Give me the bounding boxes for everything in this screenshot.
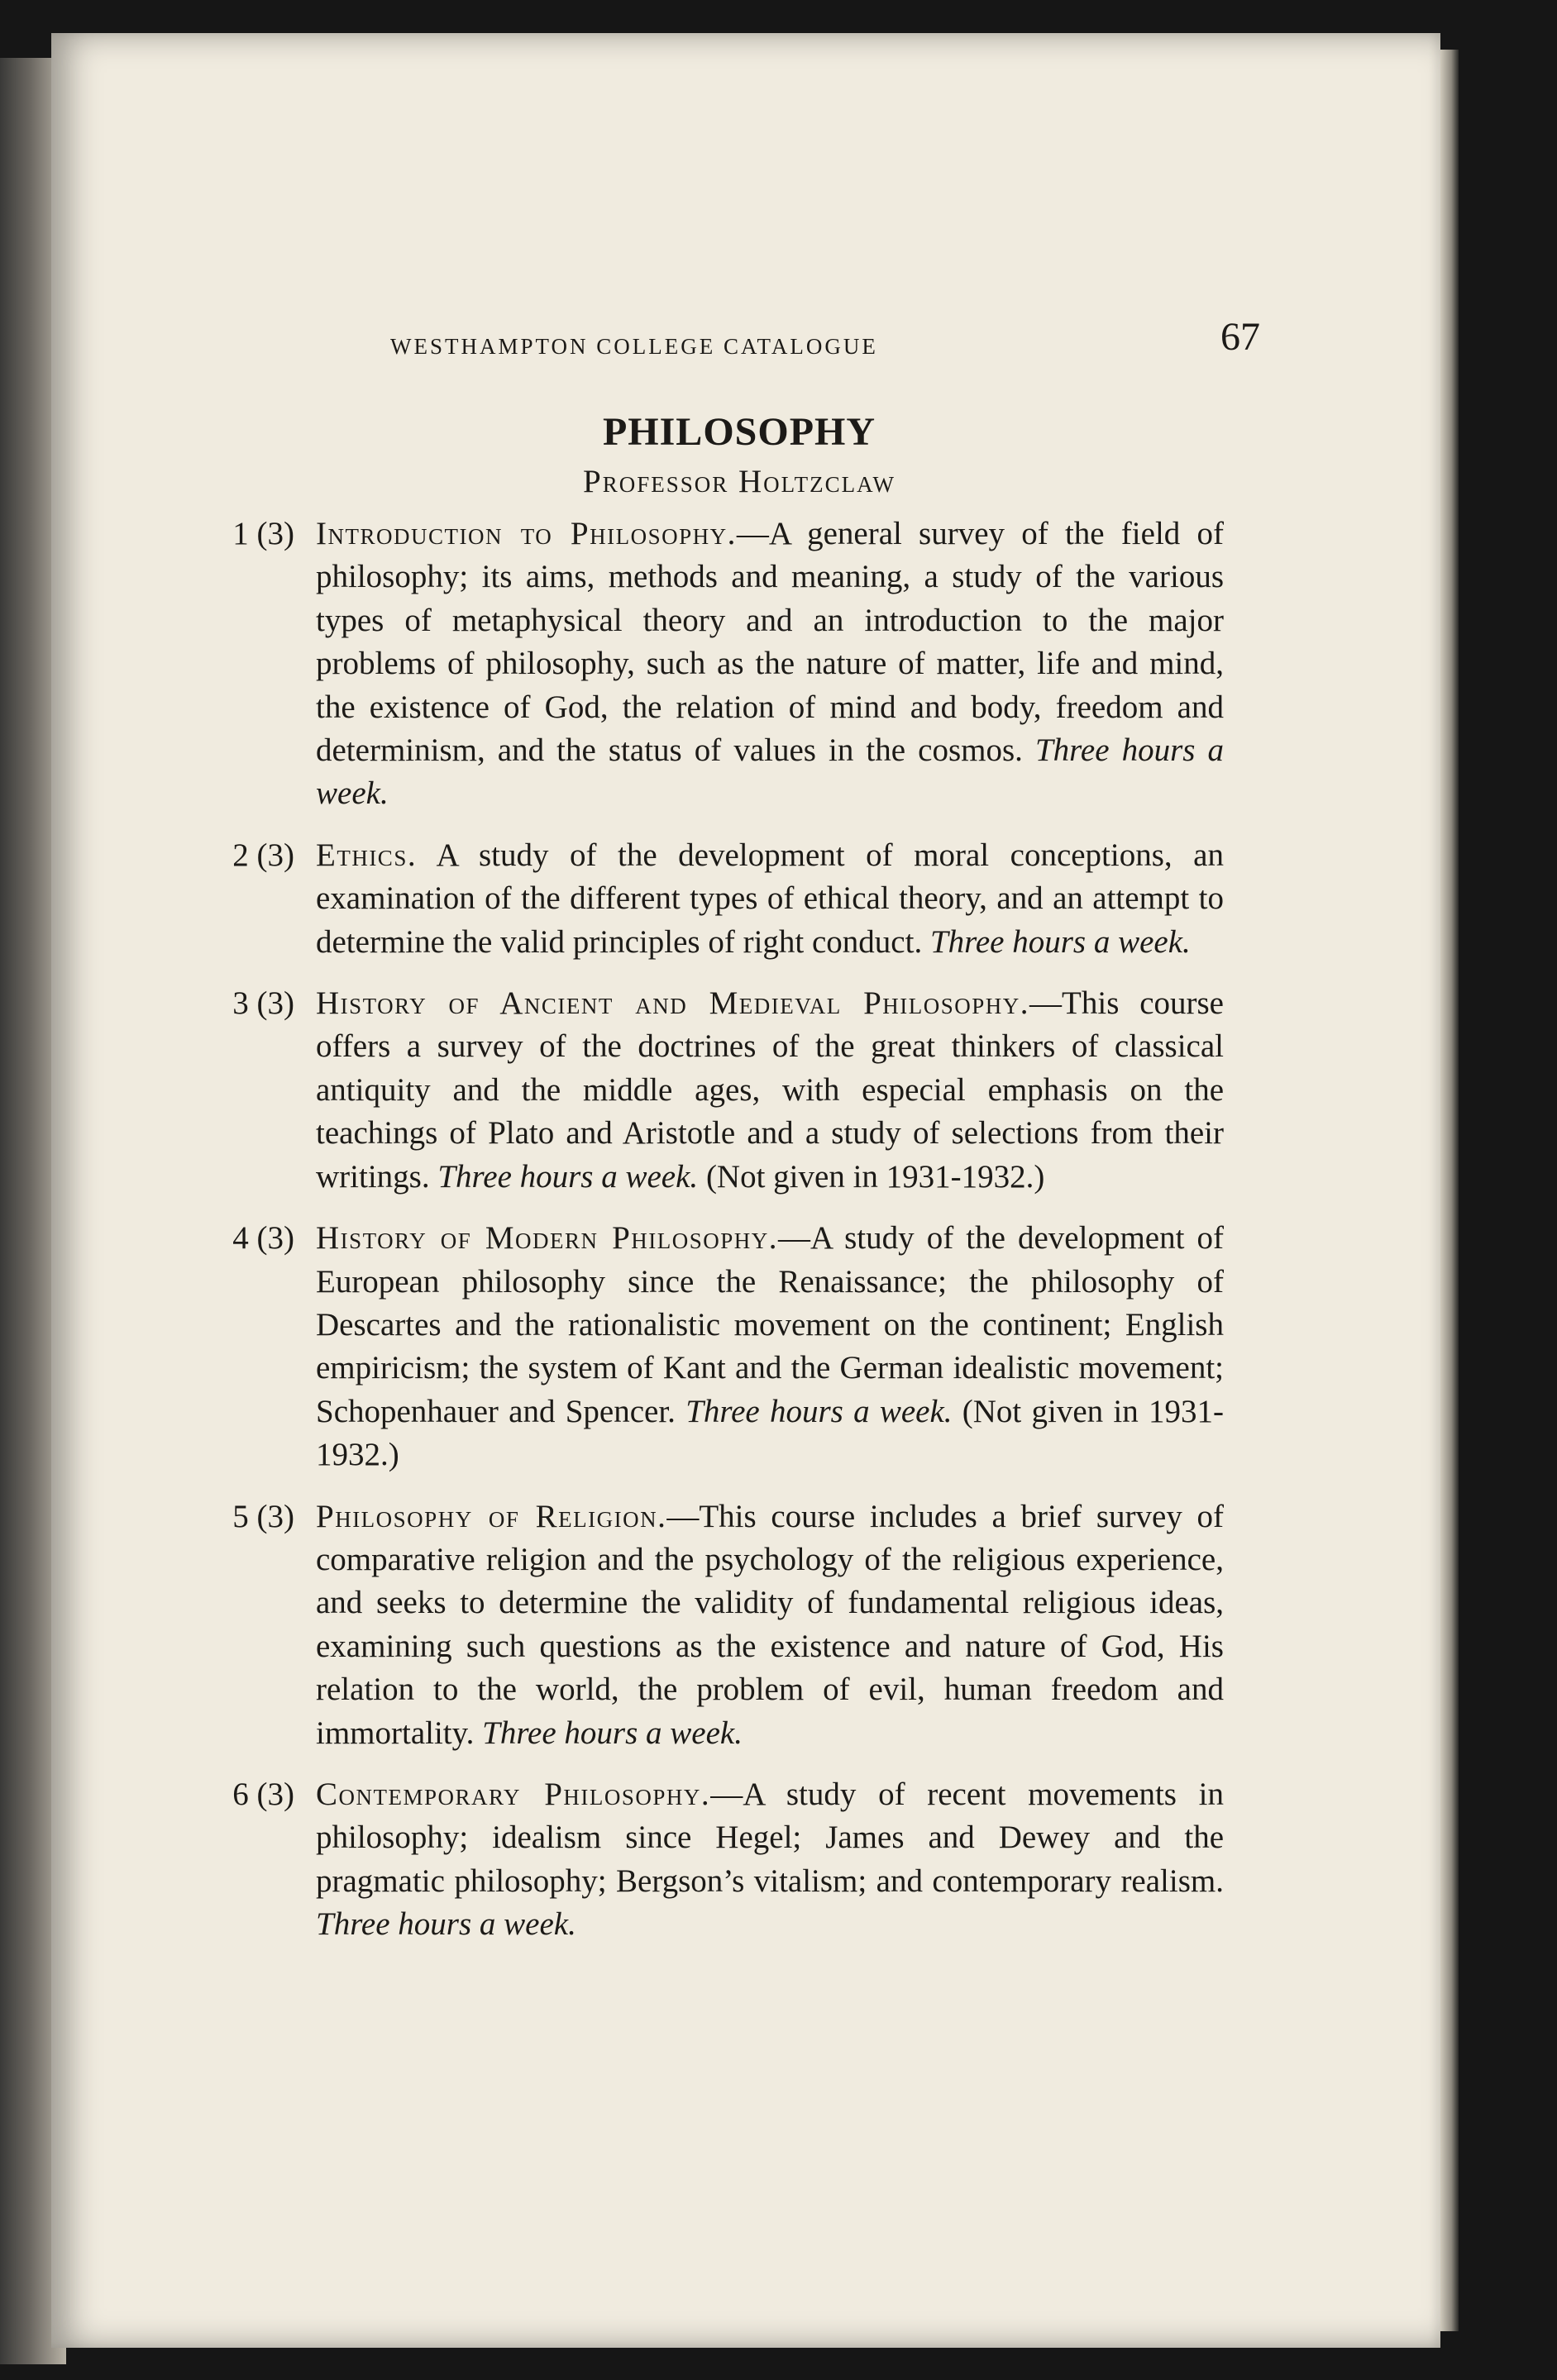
page-number: 67 xyxy=(1220,315,1260,359)
page-fore-edge xyxy=(1440,50,1459,2331)
running-head: WESTHAMPTON COLLEGE CATALOGUE xyxy=(390,334,878,359)
course-description xyxy=(316,982,1224,1199)
course-title: Philosophy of Religion. xyxy=(316,1498,667,1534)
course-hours: Three hours a week. xyxy=(482,1715,743,1751)
course-text: A study of the development of moral conceptions, an examination of the different types of ethical theory, and an attempt to determine the valid principles of right conduct. xyxy=(316,837,1224,960)
course-hours: Three hours a week. xyxy=(685,1393,953,1429)
course-text: —A study of the development of European philosophy since the Renaissance; the philosophy of Descartes and the rationalistic movement on the continent; English empiricism; the system of Kant and the German idealistic movement; Schopenhauer and Spencer. xyxy=(316,1220,1224,1429)
course-note: (Not given in 1931-1932.) xyxy=(316,1393,1224,1473)
course-number: 2 (3) xyxy=(232,837,294,873)
instructor-name: Professor Holtzclaw xyxy=(583,464,896,499)
course-entry xyxy=(157,1495,1224,1755)
course-number: 5 (3) xyxy=(232,1498,294,1534)
course-text: —This course includes a brief survey of comparative religion and the psychology of the religious experience, and seeks to determine the validity of fundamental religious ideas, examining such questions as the existence and nature of God, His relation to the world, the problem of evil, human freedom and immortality. xyxy=(316,1498,1224,1751)
course-title: History of Ancient and Medieval Philosophy. xyxy=(316,985,1030,1022)
page-header xyxy=(390,312,1260,370)
course-number: 1 (3) xyxy=(232,516,294,551)
course-title: Contemporary Philosophy. xyxy=(316,1776,711,1812)
course-hours: Three hours a week. xyxy=(929,923,1191,960)
course-description xyxy=(316,513,1224,816)
course-title: History of Modern Philosophy. xyxy=(316,1220,779,1257)
department-title: PHILOSOPHY xyxy=(602,410,876,454)
course-description xyxy=(316,1217,1224,1476)
catalogue-page xyxy=(51,33,1440,2348)
course-description xyxy=(316,1773,1224,1947)
course-title: Introduction to Philosophy. xyxy=(316,516,737,551)
course-entry xyxy=(157,1217,1224,1476)
course-text: —This course offers a survey of the doctrines of the great thinkers of classical antiquity and the middle ages, with especial emphasis on the teachings of Plato and Aristotle and a study of selections from their writings. xyxy=(316,985,1224,1195)
course-hours: Three hours a week. xyxy=(316,1906,576,1943)
course-description xyxy=(316,834,1224,964)
course-number: 3 (3) xyxy=(232,985,294,1022)
course-entry xyxy=(157,982,1224,1199)
course-title: Ethics. xyxy=(316,837,418,873)
course-entry xyxy=(157,1773,1224,1947)
course-entry xyxy=(157,513,1224,816)
course-list xyxy=(157,513,1224,1965)
course-number: 4 (3) xyxy=(232,1220,294,1257)
course-text: —A general survey of the field of philosophy; its aims, methods and meaning, a study of the various types of metaphysical theory and an introduction to the major problems of philosophy, such as the nature of matter, life and mind, the existence of God, the relation of mind and body, freedom and determinism, and the status of values in the cosmos. xyxy=(316,516,1224,769)
course-hours: Three hours a week. xyxy=(316,732,1224,812)
course-description xyxy=(316,1495,1224,1755)
course-note: (Not given in 1931-1932.) xyxy=(705,1158,1045,1195)
course-text: —A study of recent movements in philosophy; idealism since Hegel; James and Dewey and the pragmatic philosophy; Bergson’s vitalism; and contemporary realism. xyxy=(316,1776,1225,1899)
course-entry xyxy=(157,834,1224,964)
course-number: 6 (3) xyxy=(232,1776,294,1812)
course-hours: Three hours a week. xyxy=(437,1158,699,1195)
